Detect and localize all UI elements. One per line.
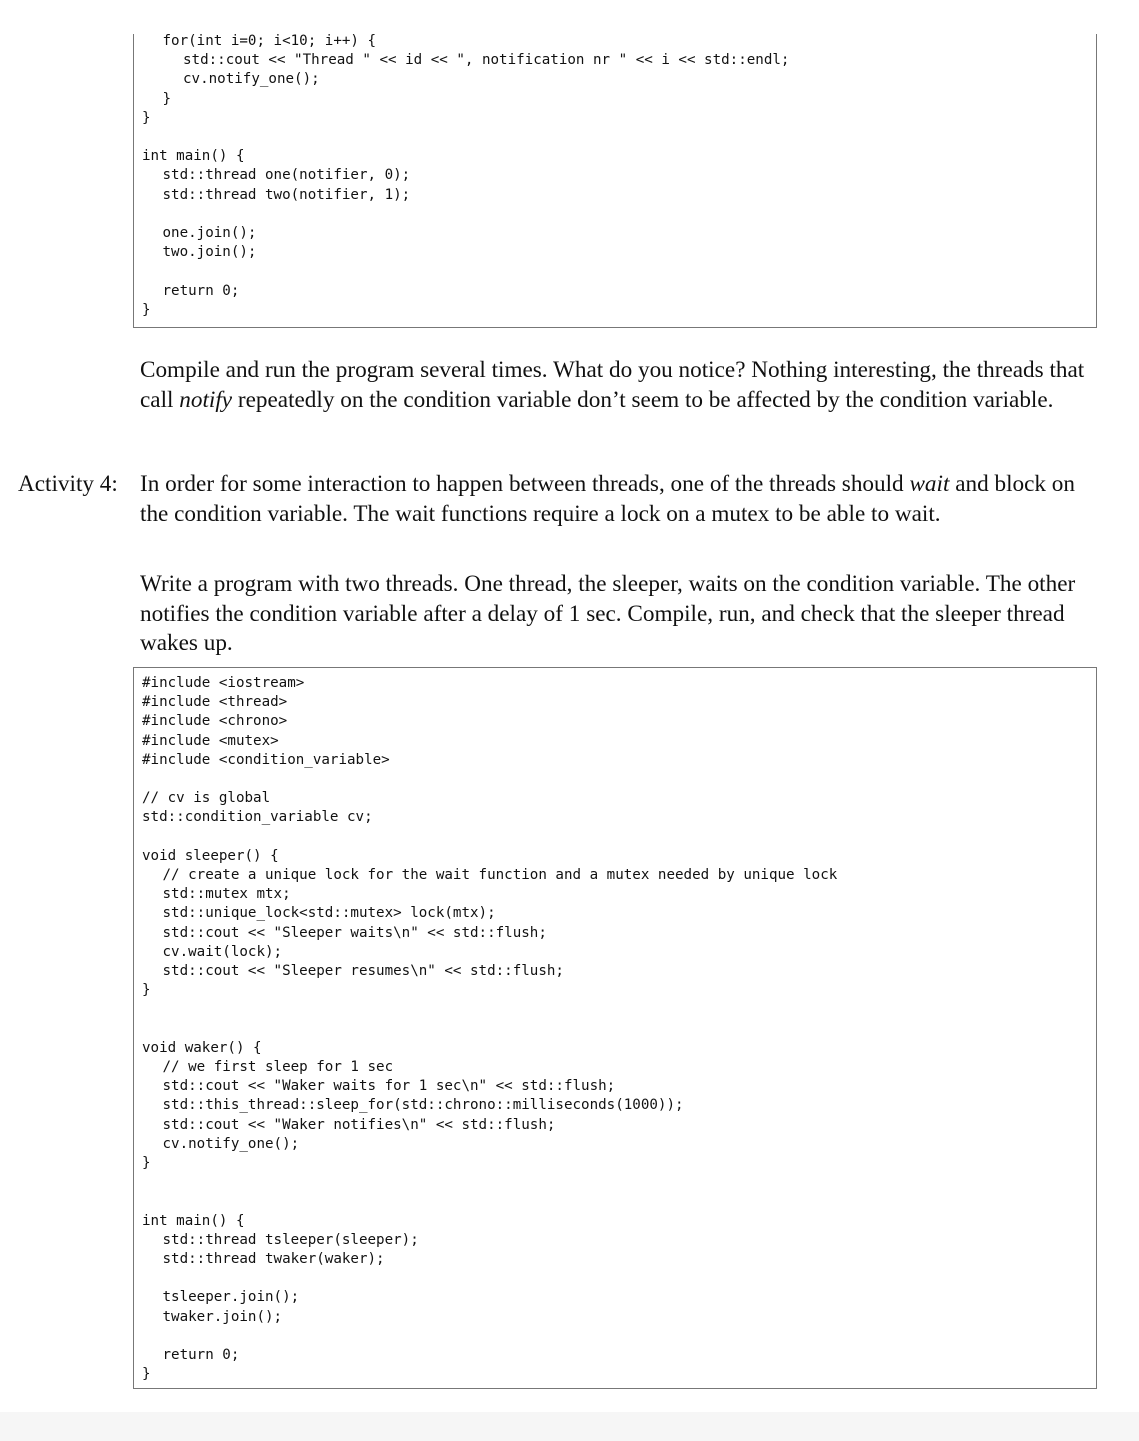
page-bottom-shade (0, 1412, 1139, 1441)
activity-task (140, 570, 1092, 659)
code-line: return 0; (162, 1347, 240, 1363)
code-line: std::thread tsleeper(sleeper); (162, 1231, 419, 1248)
observation-emphasis: notify (179, 386, 233, 413)
code-line: std::mutex mtx; (162, 886, 291, 903)
activity-intro-text-2: and block on the condition variable. The wait functions require a lock on a mutex to be able to wait. (140, 471, 1075, 527)
code-line: cv.wait(lock); (162, 943, 283, 960)
code-lines (134, 34, 1096, 327)
code-line: std::unique_lock<std::mutex> lock(mtx); (162, 905, 496, 922)
code-line: tsleeper.join(); (162, 1289, 300, 1306)
code-line: std::cout << "Waker waits for 1 sec\n" << std::flush; (162, 1078, 616, 1095)
code-lines (134, 668, 1096, 1388)
activity-intro-text-1: In order for some interaction to happen between threads, one of the threads should (140, 471, 910, 497)
code-line: // cv is global (142, 790, 271, 807)
code-line: void waker() { (142, 1039, 262, 1056)
activity-label: Activity 4: (18, 471, 118, 497)
code-line: } (142, 982, 151, 999)
code-listing-notifier (133, 34, 1097, 328)
code-listing-sleeper-waker (133, 667, 1097, 1389)
code-line: std::cout << "Sleeper waits\n" << std::flush; (162, 924, 547, 941)
code-line: #include <condition_variable> (142, 751, 390, 768)
code-line: std::cout << "Waker notifies\n" << std::flush; (162, 1116, 556, 1133)
observation-text-2: repeatedly on the condition variable don’t seem to be affected by the condition variable. (232, 386, 1054, 413)
code-line: } (142, 1155, 151, 1171)
code-line: std::cout << "Sleeper resumes\n" << std::flush; (162, 963, 564, 979)
activity-intro (140, 470, 1092, 529)
code-line: std::this_thread::sleep_for(std::chrono::milliseconds(1000)); (162, 1097, 684, 1114)
code-line: } (162, 90, 172, 107)
code-line: void sleeper() { (142, 847, 279, 864)
code-line: two.join(); (162, 244, 257, 261)
activity-task-text: Write a program with two threads. One thread, the sleeper, waits on the condition variable. The other notifies the condition variable after a delay of 1 sec. Compile, run, and check that the sleeper thread wakes up. (140, 571, 1076, 656)
code-line: std::thread twaker(waker); (162, 1251, 385, 1267)
code-line: } (142, 109, 151, 126)
code-line: #include <thread> (142, 694, 288, 711)
code-line: #include <mutex> (142, 732, 279, 749)
code-line: std::thread one(notifier, 0); (162, 167, 411, 184)
code-line: #include <chrono> (142, 713, 288, 730)
code-line: } (142, 1366, 151, 1383)
code-line: return 0; (162, 282, 240, 299)
code-line: std::cout << "Thread " << id << ", notification nr " << i << std::endl; (183, 52, 790, 69)
code-line: for(int i=0; i<10; i++) { (162, 33, 377, 49)
code-line: } (142, 301, 151, 318)
code-line: one.join(); (162, 225, 257, 241)
paragraph-observation (140, 356, 1092, 415)
code-line: // create a unique lock for the wait function and a mutex needed by unique lock (162, 867, 838, 883)
code-line: #include <iostream> (142, 675, 305, 691)
code-line: cv.notify_one(); (162, 1135, 300, 1152)
code-line: int main() { (142, 148, 245, 165)
code-line: twaker.join(); (162, 1308, 283, 1325)
code-line: std::condition_variable cv; (142, 809, 373, 826)
code-line: int main() { (142, 1212, 245, 1229)
code-line: cv.notify_one(); (183, 71, 320, 88)
code-line: std::thread two(notifier, 1); (162, 186, 411, 203)
code-line: // we first sleep for 1 sec (162, 1059, 394, 1075)
observation-text-1: Compile and run the program several times. What do you notice? Nothing interesting, the threads that call (140, 357, 1085, 413)
activity-intro-emphasis: wait (909, 471, 950, 497)
